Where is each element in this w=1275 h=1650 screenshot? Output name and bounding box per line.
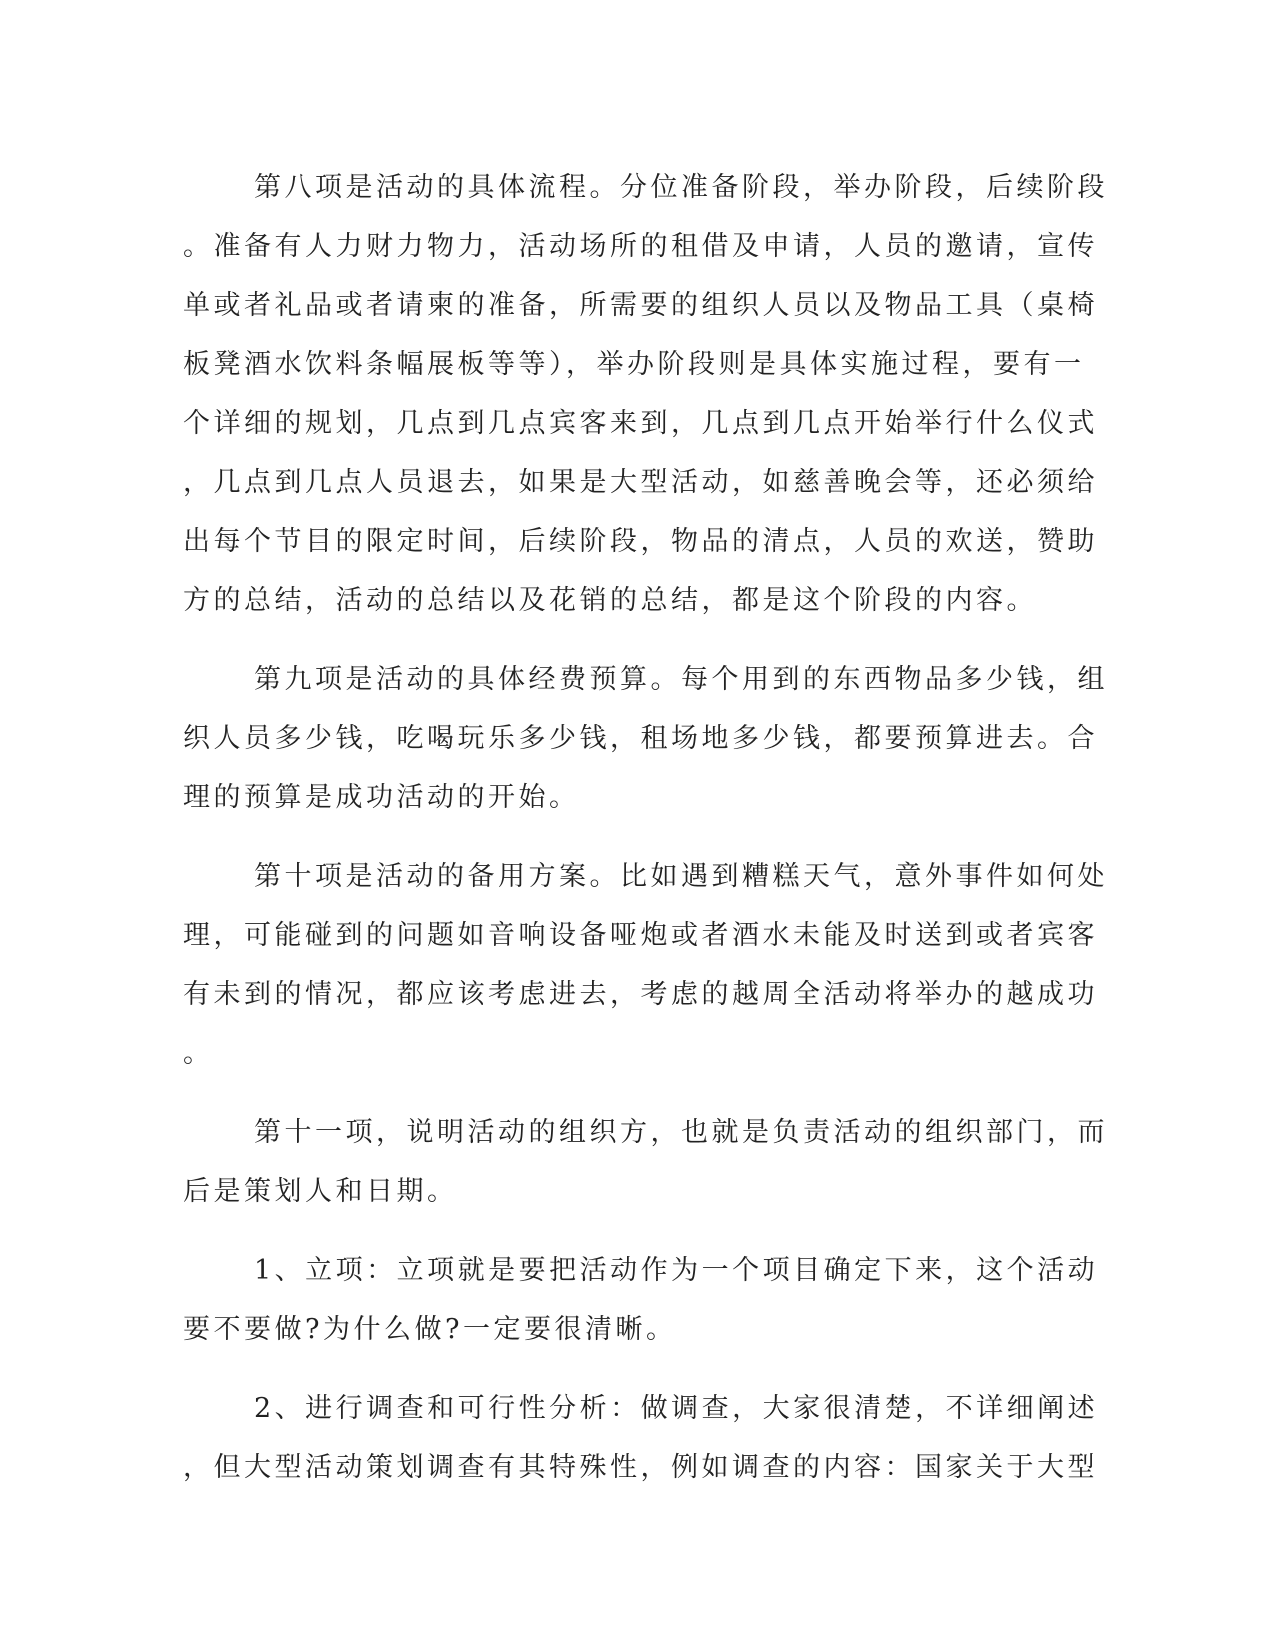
paragraph-item-8 [183,158,1108,630]
document-body [183,158,1108,1497]
text-line: 第八项是活动的具体流程。分位准备阶段，举办阶段，后续阶段 [254,172,1108,203]
text-line: 后是策划人和日期。 [183,1176,458,1207]
text-line: 单或者礼品或者请柬的准备，所需要的组织人员以及物品工具（桌椅 [183,290,1098,321]
text-line: 1、立项：立项就是要把活动作为一个项目确定下来，这个活动 [254,1255,1099,1286]
text-line: 板凳酒水饮料条幅展板等等），举办阶段则是具体实施过程，要有一 [183,349,1085,380]
text-line: 理的预算是成功活动的开始。 [183,782,580,813]
paragraph-item-11 [183,1103,1108,1221]
paragraph-step-2 [183,1379,1099,1497]
text-line: 理，可能碰到的问题如音响设备哑炮或者酒水未能及时送到或者宾客 [183,920,1098,951]
paragraph-item-9 [183,650,1108,827]
text-line: ，几点到几点人员退去，如果是大型活动，如慈善晚会等，还必须给 [183,467,1098,498]
text-line: 出每个节目的限定时间，后续阶段，物品的清点，人员的欢送，赞助 [183,526,1098,557]
text-line: 个详细的规划，几点到几点宾客来到，几点到几点开始举行什么仪式 [183,408,1098,439]
text-line: 。 [183,1038,214,1069]
text-line: 第十一项，说明活动的组织方，也就是负责活动的组织部门，而 [254,1117,1108,1148]
text-line: 2、进行调查和可行性分析：做调查，大家很清楚，不详细阐述 [254,1393,1099,1424]
text-line: 有未到的情况，都应该考虑进去，考虑的越周全活动将举办的越成功 [183,979,1098,1010]
text-line: 要不要做?为什么做?一定要很清晰。 [183,1314,677,1345]
text-line: 织人员多少钱，吃喝玩乐多少钱，租场地多少钱，都要预算进去。合 [183,723,1098,754]
text-line: 第九项是活动的具体经费预算。每个用到的东西物品多少钱，组 [254,664,1108,695]
text-line: 方的总结，活动的总结以及花销的总结，都是这个阶段的内容。 [183,585,1037,616]
text-line: ，但大型活动策划调查有其特殊性，例如调查的内容：国家关于大型 [183,1452,1098,1483]
paragraph-item-10 [183,847,1108,1083]
text-line: 。准备有人力财力物力，活动场所的租借及申请，人员的邀请，宣传 [183,231,1098,262]
paragraph-step-1 [183,1241,1099,1359]
text-line: 第十项是活动的备用方案。比如遇到糟糕天气，意外事件如何处 [254,861,1108,892]
